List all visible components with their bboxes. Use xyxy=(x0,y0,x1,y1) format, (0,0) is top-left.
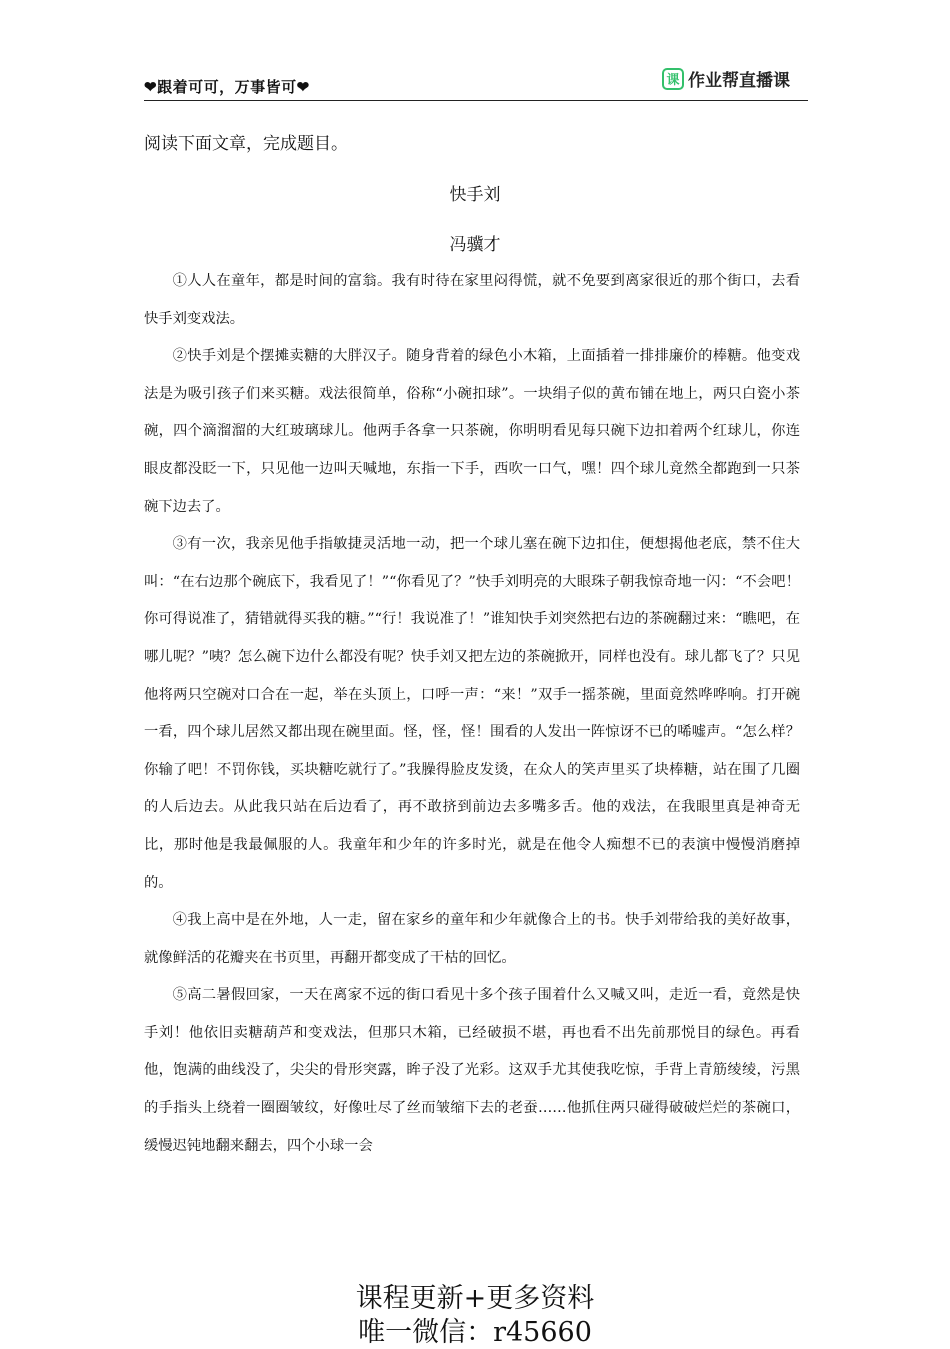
article-author: 冯骥才 xyxy=(449,235,501,255)
footer-promo-line-2: 唯一微信：r45660 xyxy=(358,1317,592,1348)
footer-promo-line-1: 课程更新+更多资料 xyxy=(355,1283,595,1314)
page-header xyxy=(144,62,808,101)
brand-name: 作业帮直播课 xyxy=(688,71,790,91)
article-body xyxy=(144,263,800,1165)
reading-instruction: 阅读下面文章，完成题目。 xyxy=(144,134,348,154)
brand-logo-icon: 课 xyxy=(662,68,684,90)
paragraph-3: ③有一次，我亲见他手指敏捷灵活地一动，把一个球儿塞在碗下边扣住，便想揭他老底，禁不住大叫：“在右边那个碗底下，我看见了！”“你看见了？”快手刘明亮的大眼珠子朝我惊奇地一闪：“不会吧！你可得说准了，猜错就得买我的糖。”“行！我说准了！”谁知快手刘突然把右边的茶碗翻过来：“瞧吧，在哪儿呢？”咦？怎么碗下边什么都没有呢？快手刘又把左边的茶碗掀开，同样也没有。球儿都飞了？只见他将两只空碗对口合在一起，举在头顶上，口呼一声：“来！”双手一摇茶碗，里面竟然哗哗响。打开碗一看，四个球儿居然又都出现在碗里面。怪，怪，怪！围看的人发出一阵惊讶不已的唏嘘声。“怎么样？你输了吧！不罚你钱，买块糖吃就行了。”我臊得脸皮发烫，在众人的笑声里买了块棒糖，站在围了几圈的人后边去。从此我只站在后边看了，再不敢挤到前边去多嘴多舌。他的戏法，在我眼里真是神奇无比，那时他是我最佩服的人。我童年和少年的许多时光，就是在他令人痴想不已的表演中慢慢消磨掉的。 xyxy=(144,536,800,891)
paragraph-5: ⑤高二暑假回家，一天在离家不远的街口看见十多个孩子围着什么又喊又叫，走近一看，竟然是快手刘！他依旧卖糖葫芦和变戏法，但那只木箱，已经破损不堪，再也看不出先前那悦目的绿色。再看他，饱满的曲线没了，尖尖的骨形突露，眸子没了光彩。这双手尤其使我吃惊，手背上青筋绫绫，污黑的手指头上绕着一圈圈皱纹，好像吐尽了丝而皱缩下去的老蚕……他抓住两只碰得破破烂烂的茶碗口，缓慢迟钝地翻来翻去，四个小球一会 xyxy=(144,987,800,1154)
paragraph-1: ①人人在童年，都是时间的富翁。我有时待在家里闷得慌，就不免要到离家很近的那个街口，去看快手刘变戏法。 xyxy=(144,273,800,327)
article-title: 快手刘 xyxy=(449,185,501,205)
brand-logo-group xyxy=(662,66,790,91)
paragraph-2: ②快手刘是个摆摊卖糖的大胖汉子。随身背着的绿色小木箱，上面插着一排排廉价的棒糖。他变戏法是为吸引孩子们来买糖。戏法很简单，俗称“小碗扣球”。一块绢子似的黄布铺在地上，两只白瓷小茶碗，四个滴溜溜的大红玻璃球儿。他两手各拿一只茶碗，你明明看见每只碗下边扣着两个红球儿，你连眼皮都没眨一下，只见他一边叫天喊地，东指一下手，西吹一口气，嘿！四个球儿竟然全都跑到一只茶碗下边去了。 xyxy=(144,348,800,515)
header-slogan: ❤跟着可可，万事皆可❤ xyxy=(144,78,310,96)
paragraph-4: ④我上高中是在外地，人一走，留在家乡的童年和少年就像合上的书。快手刘带给我的美好故事，就像鲜活的花瓣夹在书页里，再翻开都变成了干枯的回忆。 xyxy=(144,912,800,966)
